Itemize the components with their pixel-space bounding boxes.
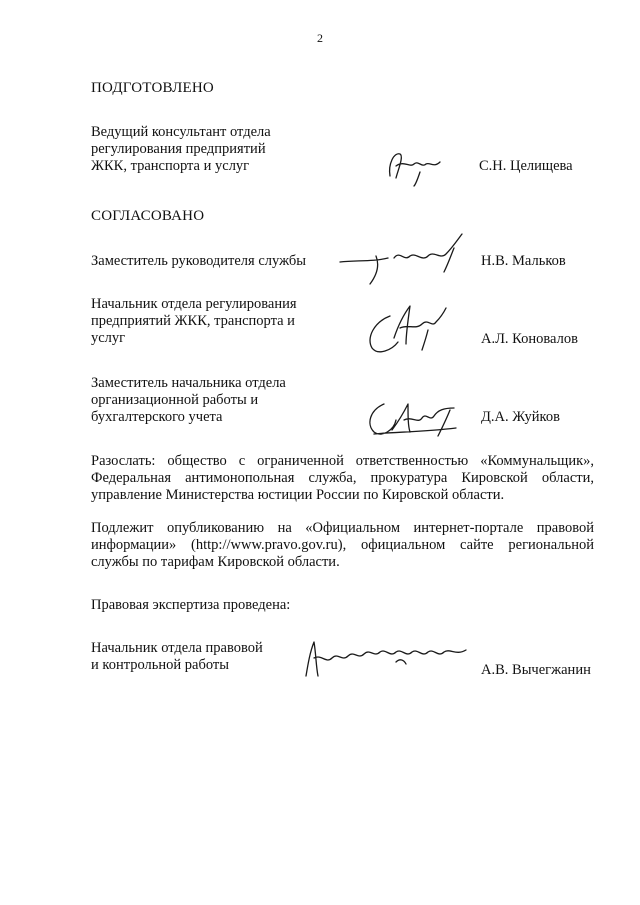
signature-vychegzhanin (300, 636, 480, 686)
position-line: бухгалтерского учета (91, 409, 223, 425)
position-line: ЖКК, транспорта и услуг (91, 158, 250, 174)
signatory-name: Н.В. Мальков (481, 253, 566, 269)
paragraph-line: Федеральная антимонопольная служба, прокуратура Кировской области, (91, 470, 594, 486)
signature-konovalov (364, 298, 454, 358)
position-line: Заместитель руководителя службы (91, 253, 307, 269)
paragraph-line: информации» (http://www.pravo.gov.ru), официальном сайте региональной (91, 537, 594, 553)
signatory-position (91, 253, 306, 270)
signatory-name: А.В. Вычегжанин (481, 662, 591, 678)
signature-zhuykov (364, 394, 464, 444)
signatory-position (91, 375, 286, 426)
position-line: Ведущий консультант отдела (91, 124, 271, 140)
agreed-heading: СОГЛАСОВАНО (91, 208, 205, 224)
position-line: и контрольной работы (91, 657, 229, 673)
position-line: регулирования предприятий (91, 141, 266, 157)
publication-paragraph (91, 520, 594, 571)
signature-tselishcheva (384, 146, 454, 188)
page-number: 2 (317, 31, 323, 45)
position-line: услуг (91, 330, 126, 346)
position-line: организационной работы и (91, 392, 259, 408)
paragraph-line: Разослать: общество с ограниченной ответственностью «Коммунальщик», (91, 453, 594, 469)
paragraph-line: Подлежит опубликованию на «Официальном интернет-портале правовой (91, 520, 594, 536)
distribution-paragraph (91, 453, 594, 504)
signatory-name: С.Н. Целищева (479, 158, 573, 174)
position-line: Заместитель начальника отдела (91, 375, 286, 391)
paragraph-line: управление Министерства юстиции России по Кировской области. (91, 487, 505, 503)
signature-malkov (336, 228, 476, 288)
position-line: предприятий ЖКК, транспорта и (91, 313, 295, 329)
legal-review-position (91, 640, 263, 674)
position-line: Начальник отдела правовой (91, 640, 263, 656)
signatory-name: А.Л. Коновалов (481, 331, 578, 347)
position-line: Начальник отдела регулирования (91, 296, 297, 312)
legal-review-statement: Правовая экспертиза проведена: (91, 597, 291, 613)
prepared-heading: ПОДГОТОВЛЕНО (91, 80, 214, 96)
signatory-name: Д.А. Жуйков (481, 409, 560, 425)
signatory-position (91, 296, 297, 347)
paragraph-line: службы по тарифам Кировской области. (91, 554, 340, 570)
prepared-position (91, 124, 271, 175)
